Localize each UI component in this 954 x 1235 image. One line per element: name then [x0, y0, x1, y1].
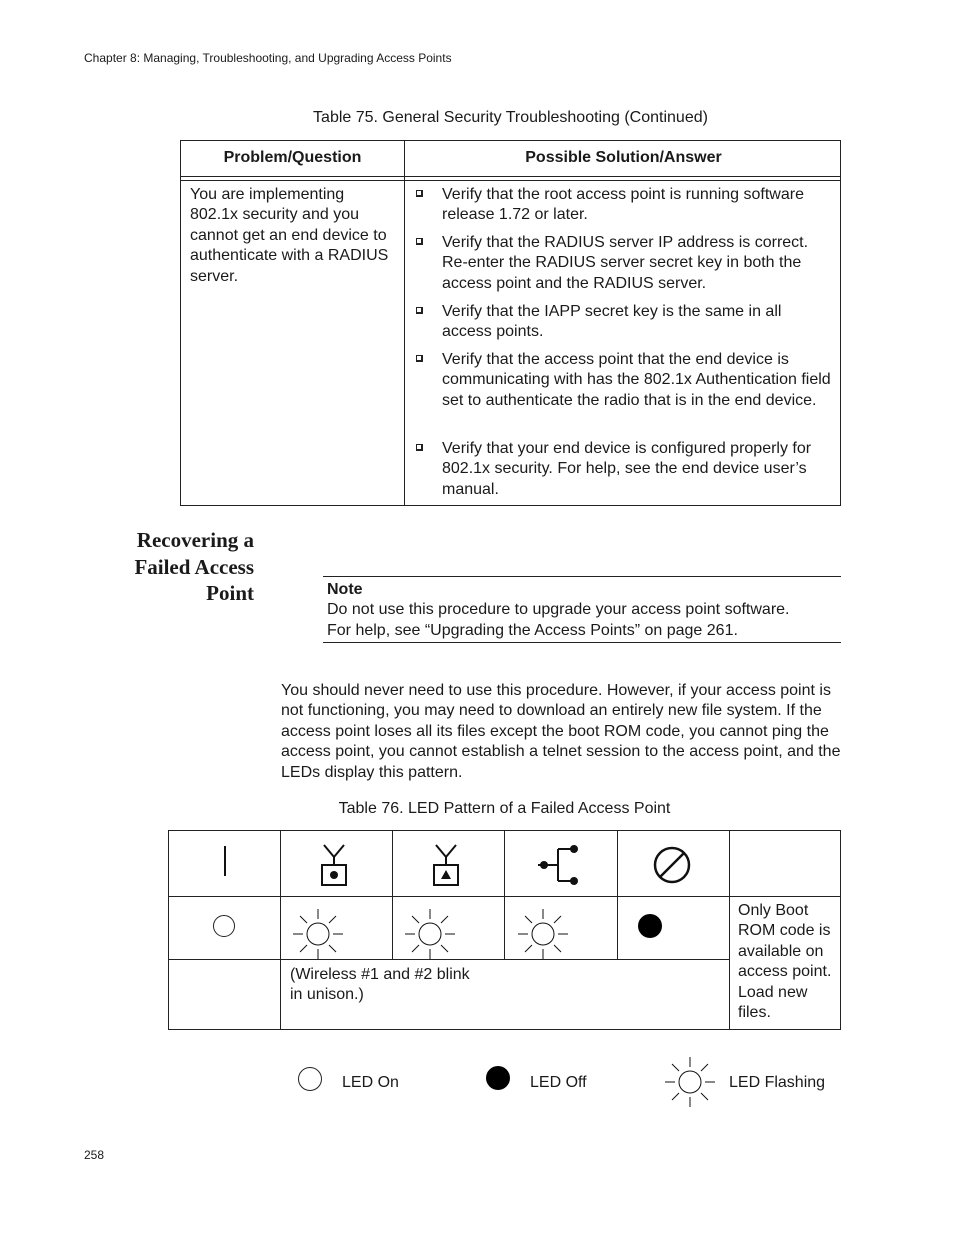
body-paragraph: You should never need to use this procedure. However, if your access point is not functioning, you may need to download an entirely new file system. If the access point loses all its files except the boot ROM code, you cannot ping the access point, you cannot establish a telnet session to the access point, and the LEDs display this pattern. — [281, 682, 841, 781]
solution-item: Verify that the RADIUS server IP address is correct. Re-enter the RADIUS server secret key in both the access point and the RADIUS server. — [413, 233, 833, 294]
table-75 — [180, 140, 841, 506]
checkbox-bullet-icon — [416, 190, 423, 197]
table-75-caption: Table 75. General Security Troubleshooting (Continued) — [313, 109, 708, 126]
solution-item: Verify that the IAPP secret key is the same in all access points. — [413, 302, 833, 343]
checkbox-bullet-icon — [416, 444, 423, 451]
wireless-2-icon — [426, 841, 466, 889]
checkbox-bullet-icon — [416, 238, 423, 245]
led-flashing-icon — [404, 908, 456, 960]
power-icon — [214, 841, 236, 886]
table-76-caption: Table 76. LED Pattern of a Failed Access Point — [338, 800, 671, 817]
note-box — [323, 576, 841, 643]
solution-item: Verify that your end device is configured properly for 802.1x security. For help, see the end device user’s manual. — [413, 439, 833, 500]
blink-note: (Wireless #1 and #2 blink in unison.) — [290, 966, 470, 1004]
legend-led-on-label: LED On — [342, 1074, 399, 1091]
note-title: Note — [327, 581, 363, 598]
column-header-solution: Possible Solution/Answer — [525, 149, 722, 166]
led-on-icon — [213, 915, 235, 937]
note-text-1: Do not use this procedure to upgrade your access point software. — [327, 601, 790, 619]
led-flashing-icon — [292, 908, 344, 960]
fault-icon — [652, 845, 692, 885]
legend-led-off-icon — [486, 1066, 510, 1090]
legend-led-flashing-icon — [664, 1056, 716, 1108]
table-76 — [168, 830, 841, 1030]
checkbox-bullet-icon — [416, 307, 423, 314]
note-text-2: For help, see “Upgrading the Access Points” on page 261. — [327, 621, 738, 639]
checkbox-bullet-icon — [416, 355, 423, 362]
solution-item: Verify that the access point that the end device is communicating with has the 802.1x Authentication field set to authenticate the radio that is in the end device. — [413, 350, 833, 411]
page-number: 258 — [84, 1148, 105, 1162]
legend-led-off-label: LED Off — [530, 1074, 587, 1091]
legend-led-flashing-label: LED Flashing — [729, 1074, 826, 1091]
wireless-1-icon — [314, 841, 354, 889]
ethernet-icon — [534, 843, 588, 887]
led-off-icon — [638, 914, 662, 938]
led-flashing-icon — [517, 908, 569, 960]
section-title: Recovering a Failed Access Point — [134, 528, 254, 605]
status-text: Only Boot ROM code is available on access point. Load new files. — [738, 902, 832, 1022]
solution-item: Verify that the root access point is running software release 1.72 or later. — [413, 185, 833, 226]
column-header-problem: Problem/Question — [223, 149, 362, 166]
legend-led-on-icon — [298, 1067, 322, 1091]
running-header: Chapter 8: Managing, Troubleshooting, and Upgrading Access Points — [84, 51, 452, 65]
problem-cell: You are implementing 802.1x security and you cannot get an end device to authenticate with a RADIUS server. — [190, 186, 389, 285]
